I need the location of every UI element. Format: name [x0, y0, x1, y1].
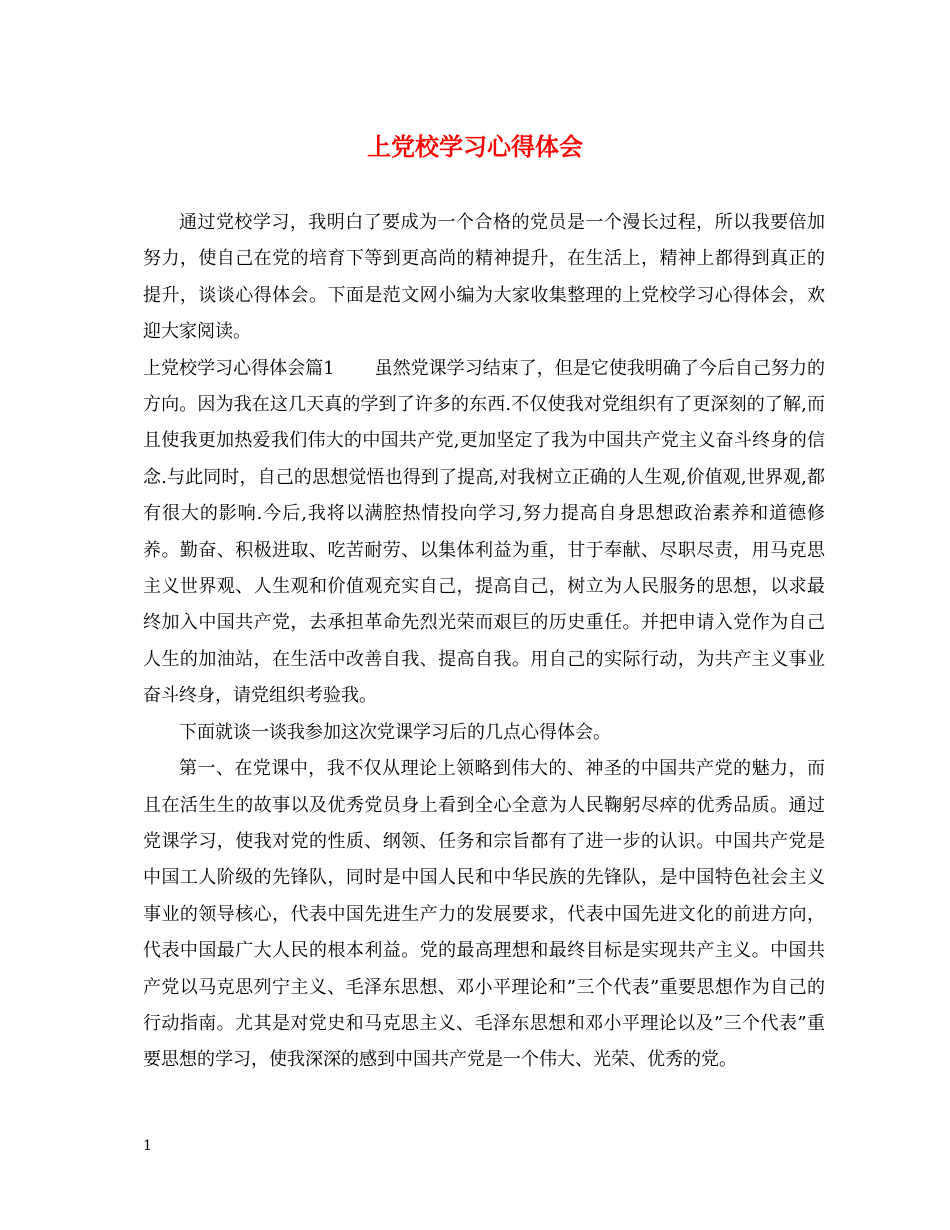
section-heading: 上党校学习心得体会篇1: [143, 357, 335, 379]
document-body: [143, 205, 825, 1079]
section-first-text: 虽然党课学习结束了，但是它使我明确了今后自己努力的方向。因为我在这几天真的学到了许多的东西.不仅使我对党组织有了更深刻的了解,而且使我更加热爱我们伟大的中国共产党,更加坚定了我为中国共产党主义奋斗终身的信念.与此同时，自己的思想觉悟也得到了提高,对我树立正确的人生观,价值观,世界观,都有很大的影响.今后,我将以满腔热情投向学习,努力提高自身思想政治素养和道德修养。勤奋、积极进取、吃苦耐劳、以集体利益为重，甘于奉献、尽职尽责，用马克思主义世界观、人生观和价值观充实自己，提高自己，树立为人民服务的思想，以求最终加入中国共产党，去承担革命先烈光荣而艰巨的历史重任。并把申请入党作为自己人生的加油站，在生活中改善自我、提高自我。用自己的实际行动，为共产主义事业奋斗终身，请党组织考验我。: [143, 357, 825, 707]
paragraph-2: 下面就谈一谈我参加这次党课学习后的几点心得体会。: [179, 721, 611, 743]
section-paragraph: [143, 351, 825, 715]
page-number: 1: [143, 1138, 152, 1154]
document-title: 上党校学习心得体会: [367, 132, 583, 161]
paragraph-3: 第一、在党课中，我不仅从理论上领略到伟大的、神圣的中国共产党的魅力，而且在活生生的故事以及优秀党员身上看到全心全意为人民鞠躬尽瘁的优秀品质。通过党课学习，使我对党的性质、纲领、任务和宗旨都有了进一步的认识。中国共产党是中国工人阶级的先锋队，同时是中国人民和中华民族的先锋队，是中国特色社会主义事业的领导核心，代表中国先进生产力的发展要求，代表中国先进文化的前进方向，代表中国最广大人民的根本利益。党的最高理想和最终目标是实现共产主义。中国共产党以马克思列宁主义、毛泽东思想、邓小平理论和”三个代表”重要思想作为自己的行动指南。尤其是对党史和马克思主义、毛泽东思想和邓小平理论以及”三个代表”重要思想的学习，使我深深的感到中国共产党是一个伟大、光荣、优秀的党。: [143, 758, 825, 1071]
intro-paragraph: 通过党校学习，我明白了要成为一个合格的党员是一个漫长过程，所以我要倍加努力，使自己在党的培育下等到更高尚的精神提升，在生活上，精神上都得到真正的提升，谈谈心得体会。下面是范文网小编为大家收集整理的上党校学习心得体会，欢迎大家阅读。: [143, 212, 825, 343]
